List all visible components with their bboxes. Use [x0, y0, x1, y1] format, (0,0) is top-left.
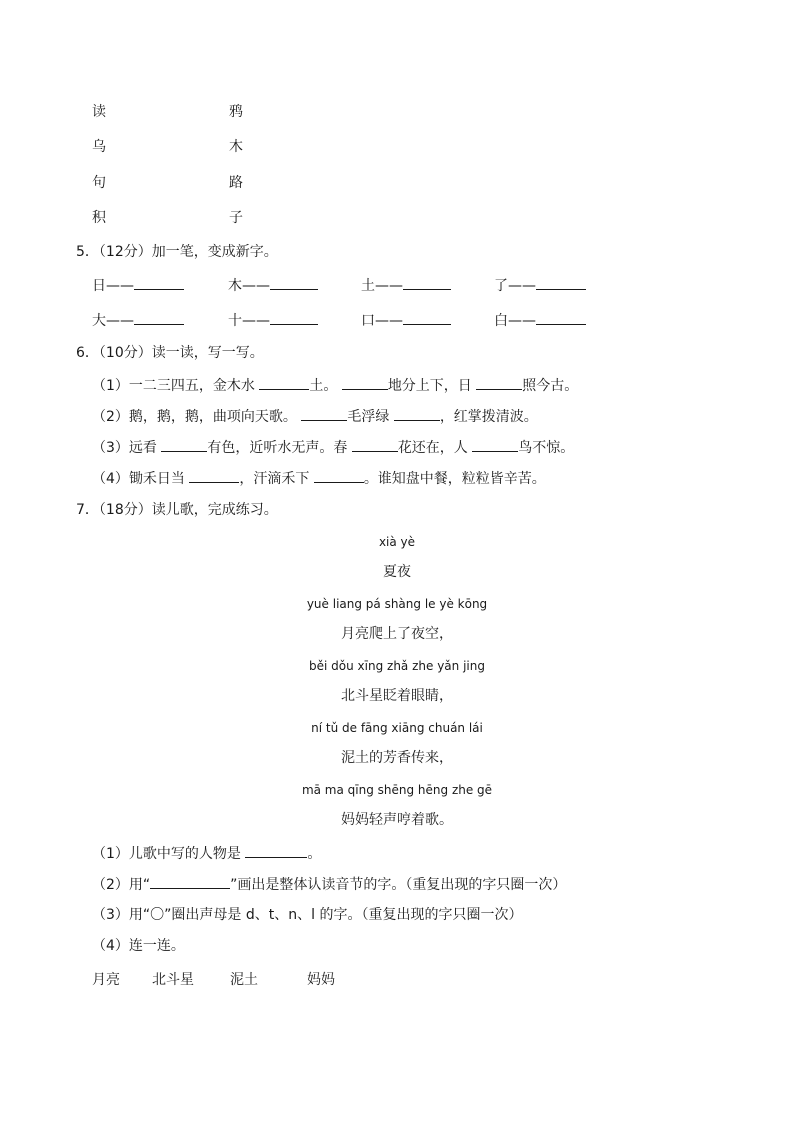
answer-blank[interactable] — [536, 310, 586, 325]
q5-item — [92, 275, 184, 296]
answer-blank[interactable] — [476, 375, 522, 390]
connect-item-4[interactable]: 妈妈 — [307, 972, 335, 988]
match-right-3: 路 — [229, 175, 243, 191]
connect-item-1[interactable]: 月亮 — [92, 972, 120, 988]
q5-char: 了—— — [494, 278, 536, 294]
q5-title: 5．（12分）加一笔，变成新字。 — [76, 244, 278, 260]
underline-sample — [150, 874, 230, 889]
poem-title-pinyin: xià yè — [378, 535, 416, 549]
q6-text: 。谁知盘中餐，粒粒皆辛苦。 — [363, 471, 546, 487]
q6-text: 毛浮绿 — [347, 409, 394, 425]
poem-line-3: 泥土的芳香传来， — [341, 750, 453, 766]
answer-blank[interactable] — [352, 437, 398, 452]
q5-item — [494, 310, 586, 331]
q6-text: ，汗滴禾下 — [239, 471, 314, 487]
q5-char: 大—— — [92, 313, 134, 329]
q6-text: 地分上下，日 — [387, 378, 477, 394]
q5-char: 日—— — [92, 278, 134, 294]
q5-char: 土—— — [361, 278, 403, 294]
poem-line-pinyin-3: ní tǔ de fāng xiāng chuán lái — [311, 721, 483, 735]
poem-line-2: 北斗星眨着眼睛， — [341, 688, 453, 704]
answer-blank[interactable] — [134, 310, 184, 325]
q6-text: （4）锄禾日当 — [92, 471, 190, 487]
connect-item-3[interactable]: 泥土 — [230, 972, 258, 988]
answer-blank[interactable] — [394, 406, 440, 421]
q6-line-3 — [92, 437, 574, 458]
answer-blank[interactable] — [259, 375, 309, 390]
match-left-3: 句 — [92, 175, 106, 191]
q7-text: （2）用“ — [92, 877, 151, 893]
q5-item — [361, 275, 451, 296]
q6-text: （1）一二三四五，金木水 — [92, 378, 260, 394]
q6-text: （3）远看 — [92, 440, 162, 456]
q7-sub-4: （4）连一连。 — [92, 938, 185, 954]
answer-blank[interactable] — [245, 843, 307, 858]
answer-blank[interactable] — [403, 310, 451, 325]
q6-text: 有色，近听水无声。春 — [207, 440, 352, 456]
q6-text: 花还在，人 — [397, 440, 473, 456]
q5-item — [228, 310, 318, 331]
answer-blank[interactable] — [189, 468, 239, 483]
q5-char: 木—— — [228, 278, 270, 294]
answer-blank[interactable] — [314, 468, 364, 483]
q6-text: （2）鹅，鹅，鹅，曲项向天歌。 — [92, 409, 302, 425]
answer-blank[interactable] — [134, 275, 184, 290]
q6-title: 6．（10分）读一读，写一写。 — [76, 345, 264, 361]
q6-line-4 — [92, 468, 546, 489]
q5-item — [494, 275, 586, 296]
poem-line-4: 妈妈轻声哼着歌。 — [341, 812, 453, 828]
connect-item-2[interactable]: 北斗星 — [152, 972, 194, 988]
answer-blank[interactable] — [403, 275, 451, 290]
q7-sub-2 — [92, 874, 566, 895]
q6-text: 鸟不惊。 — [518, 440, 575, 456]
q6-text: 土。 — [309, 378, 342, 394]
poem-line-pinyin-4: mā ma qīng shēng hēng zhe gē — [301, 783, 493, 797]
q5-char: 白—— — [494, 313, 536, 329]
q5-item — [92, 310, 184, 331]
answer-blank[interactable] — [270, 275, 318, 290]
poem-line-1: 月亮爬上了夜空， — [341, 626, 453, 642]
answer-blank[interactable] — [536, 275, 586, 290]
q6-text: 照今古。 — [522, 378, 579, 394]
poem-line-pinyin-1: yuè liang pá shàng le yè kōng — [306, 597, 488, 611]
q7-title: 7．（18分）读儿歌，完成练习。 — [76, 502, 278, 518]
match-right-4: 子 — [229, 210, 243, 226]
q7-text: 。 — [307, 846, 322, 862]
answer-blank[interactable] — [342, 375, 388, 390]
q7-text: （1）儿歌中写的人物是 — [92, 846, 246, 862]
poem-title: 夏夜 — [383, 564, 411, 580]
q7-text: ”画出是整体认读音节的字。（重复出现的字只圈一次） — [230, 877, 567, 893]
answer-blank[interactable] — [301, 406, 347, 421]
match-right-1: 鸦 — [229, 104, 243, 120]
q5-char: 十—— — [228, 313, 270, 329]
answer-blank[interactable] — [161, 437, 207, 452]
q7-sub-3: （3）用“〇”圈出声母是 d、t、n、l 的字。（重复出现的字只圈一次） — [92, 907, 523, 923]
answer-blank[interactable] — [270, 310, 318, 325]
match-left-1: 读 — [92, 104, 106, 120]
match-right-2: 木 — [229, 139, 243, 155]
q5-item — [228, 275, 318, 296]
q6-line-1 — [92, 375, 578, 396]
q6-line-2 — [92, 406, 538, 427]
q7-sub-1 — [92, 843, 321, 864]
q6-text: ，红掌拨清波。 — [439, 409, 538, 425]
match-left-2: 乌 — [92, 139, 106, 155]
q5-item — [361, 310, 451, 331]
answer-blank[interactable] — [472, 437, 518, 452]
match-left-4: 积 — [92, 210, 106, 226]
q5-char: 口—— — [361, 313, 403, 329]
poem-line-pinyin-2: běi dǒu xīng zhǎ zhe yǎn jing — [309, 659, 485, 673]
